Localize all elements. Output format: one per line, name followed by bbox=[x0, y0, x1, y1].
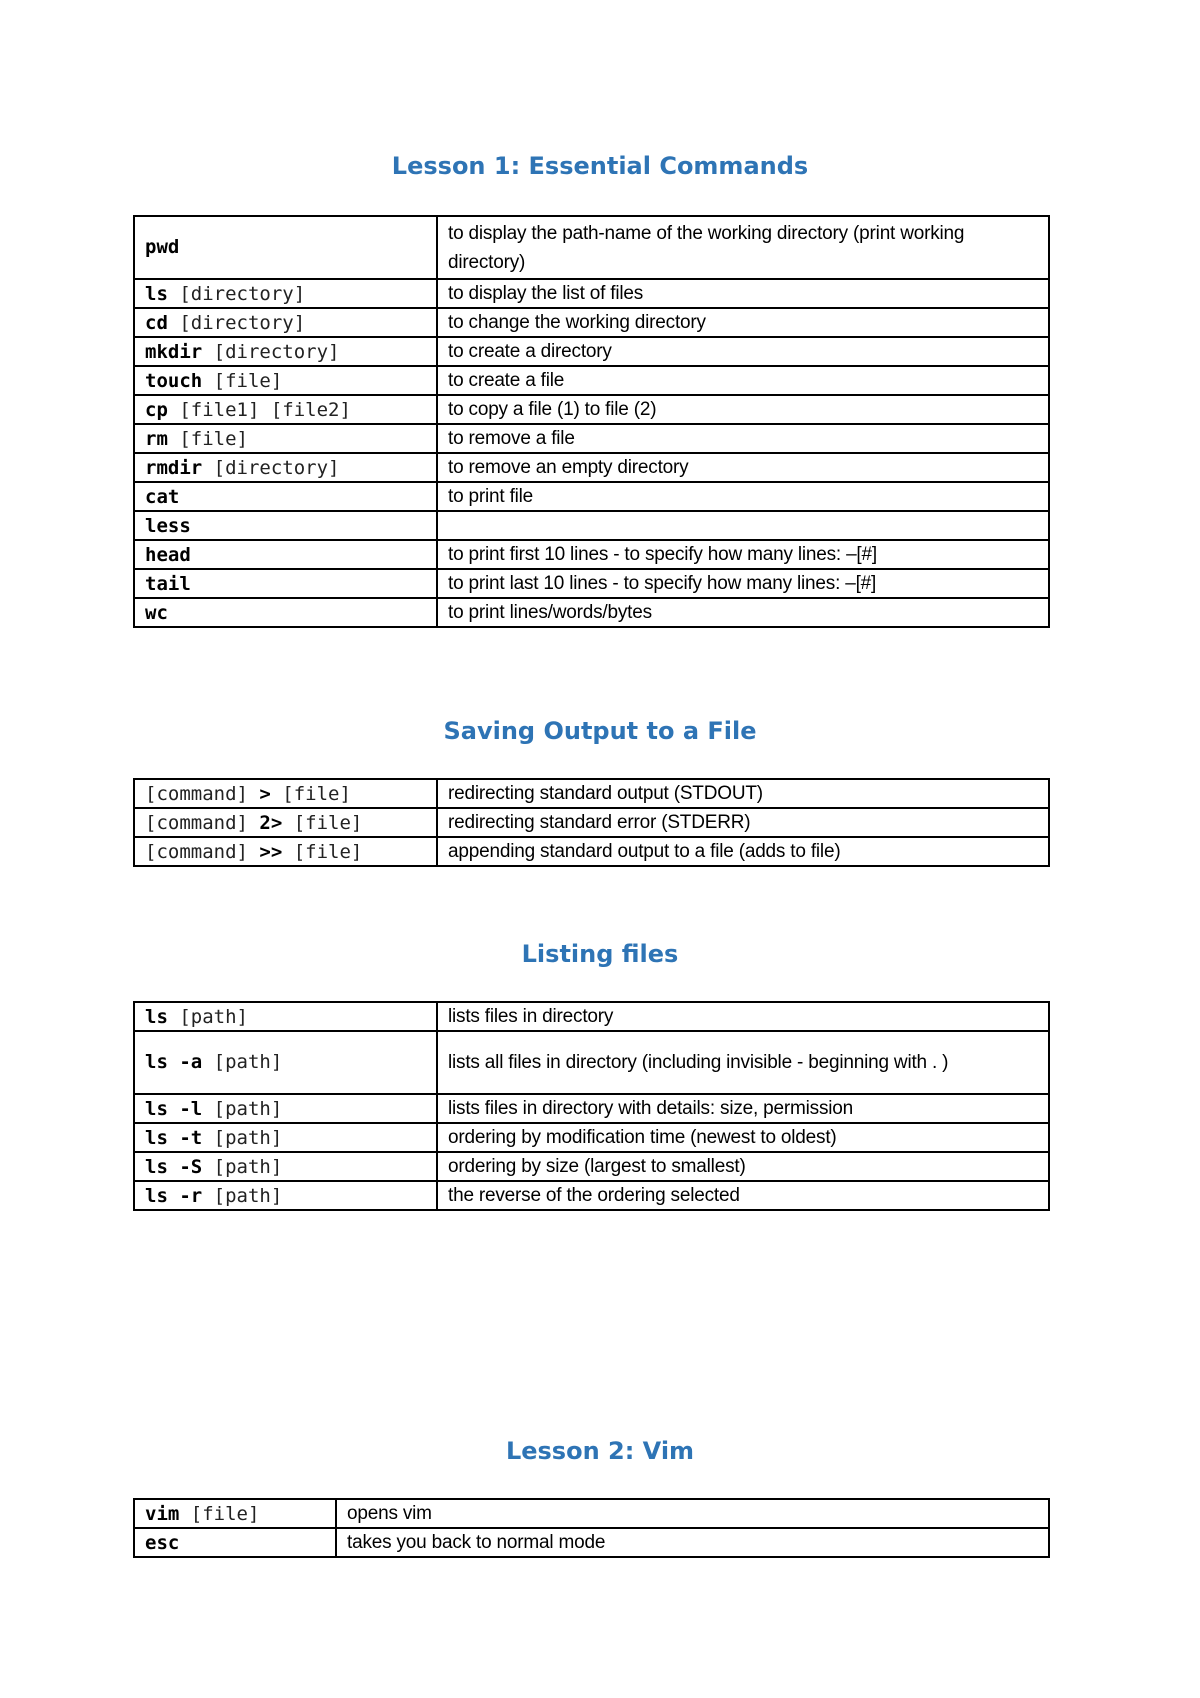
table-row bbox=[134, 1152, 1049, 1181]
description-cell: to copy a file (1) to file (2) bbox=[437, 395, 1049, 424]
command-cell: mkdir [directory] bbox=[134, 337, 437, 366]
description-cell: to print lines/words/bytes bbox=[437, 598, 1049, 627]
table-row bbox=[134, 837, 1049, 866]
description-cell: redirecting standard output (STDOUT) bbox=[437, 779, 1049, 808]
description-cell: to remove a file bbox=[437, 424, 1049, 453]
table-row bbox=[134, 395, 1049, 424]
description-cell: ordering by modification time (newest to oldest) bbox=[437, 1123, 1049, 1152]
listing-files-table bbox=[133, 1001, 1050, 1211]
description-cell: to display the path-name of the working directory (print working directory) bbox=[437, 216, 1049, 279]
description-cell: to create a file bbox=[437, 366, 1049, 395]
table-row bbox=[134, 279, 1049, 308]
table-row bbox=[134, 453, 1049, 482]
command-cell: ls -S [path] bbox=[134, 1152, 437, 1181]
saving-output-table bbox=[133, 778, 1050, 867]
table-row bbox=[134, 1031, 1049, 1094]
table-row bbox=[134, 779, 1049, 808]
section-title-listing-files: Listing files bbox=[521, 940, 679, 968]
table-row bbox=[134, 1002, 1049, 1031]
description-cell: the reverse of the ordering selected bbox=[437, 1181, 1049, 1210]
command-cell: wc bbox=[134, 598, 437, 627]
command-cell: rm [file] bbox=[134, 424, 437, 453]
description-cell: to print last 10 lines - to specify how many lines: –[#] bbox=[437, 569, 1049, 598]
command-cell: ls [directory] bbox=[134, 279, 437, 308]
command-cell: less bbox=[134, 511, 437, 540]
table-row bbox=[134, 1094, 1049, 1123]
table-row bbox=[134, 424, 1049, 453]
section-title-lesson-1: Lesson 1: Essential Commands bbox=[391, 152, 809, 180]
table-row bbox=[134, 1528, 1049, 1557]
section-title-lesson-2: Lesson 2: Vim bbox=[505, 1437, 695, 1465]
description-cell: appending standard output to a file (adds to file) bbox=[437, 837, 1049, 866]
description-cell bbox=[437, 511, 1049, 540]
description-cell: lists all files in directory (including invisible - beginning with . ) bbox=[437, 1031, 1049, 1094]
table-row bbox=[134, 1123, 1049, 1152]
command-cell: ls -t [path] bbox=[134, 1123, 437, 1152]
description-cell: takes you back to normal mode bbox=[336, 1528, 1049, 1557]
command-cell: [command] 2> [file] bbox=[134, 808, 437, 837]
description-cell: to create a directory bbox=[437, 337, 1049, 366]
command-cell: vim [file] bbox=[134, 1499, 336, 1528]
command-cell: [command] >> [file] bbox=[134, 837, 437, 866]
command-cell: esc bbox=[134, 1528, 336, 1557]
table-row bbox=[134, 482, 1049, 511]
table-row bbox=[134, 808, 1049, 837]
essential-commands-table bbox=[133, 215, 1050, 628]
table-row bbox=[134, 216, 1049, 279]
description-cell: lists files in directory with details: size, permission bbox=[437, 1094, 1049, 1123]
table-row bbox=[134, 598, 1049, 627]
table-row bbox=[134, 569, 1049, 598]
command-cell: ls -l [path] bbox=[134, 1094, 437, 1123]
table-row bbox=[134, 540, 1049, 569]
section-title-saving-output: Saving Output to a File bbox=[443, 717, 757, 745]
command-cell: head bbox=[134, 540, 437, 569]
command-cell: cat bbox=[134, 482, 437, 511]
table-row bbox=[134, 337, 1049, 366]
command-cell: touch [file] bbox=[134, 366, 437, 395]
command-cell: cp [file1] [file2] bbox=[134, 395, 437, 424]
command-cell: ls -r [path] bbox=[134, 1181, 437, 1210]
description-cell: lists files in directory bbox=[437, 1002, 1049, 1031]
table-row bbox=[134, 1499, 1049, 1528]
table-row bbox=[134, 366, 1049, 395]
description-cell: to remove an empty directory bbox=[437, 453, 1049, 482]
description-cell: to print file bbox=[437, 482, 1049, 511]
description-cell: opens vim bbox=[336, 1499, 1049, 1528]
command-cell: cd [directory] bbox=[134, 308, 437, 337]
description-cell: redirecting standard error (STDERR) bbox=[437, 808, 1049, 837]
table-row bbox=[134, 308, 1049, 337]
description-cell: ordering by size (largest to smallest) bbox=[437, 1152, 1049, 1181]
command-cell: pwd bbox=[134, 216, 437, 279]
description-cell: to change the working directory bbox=[437, 308, 1049, 337]
command-cell: ls [path] bbox=[134, 1002, 437, 1031]
command-cell: tail bbox=[134, 569, 437, 598]
description-cell: to print first 10 lines - to specify how many lines: –[#] bbox=[437, 540, 1049, 569]
command-cell: [command] > [file] bbox=[134, 779, 437, 808]
table-row bbox=[134, 511, 1049, 540]
description-cell: to display the list of files bbox=[437, 279, 1049, 308]
command-cell: ls -a [path] bbox=[134, 1031, 437, 1094]
vim-commands-table bbox=[133, 1498, 1050, 1558]
table-row bbox=[134, 1181, 1049, 1210]
command-cell: rmdir [directory] bbox=[134, 453, 437, 482]
